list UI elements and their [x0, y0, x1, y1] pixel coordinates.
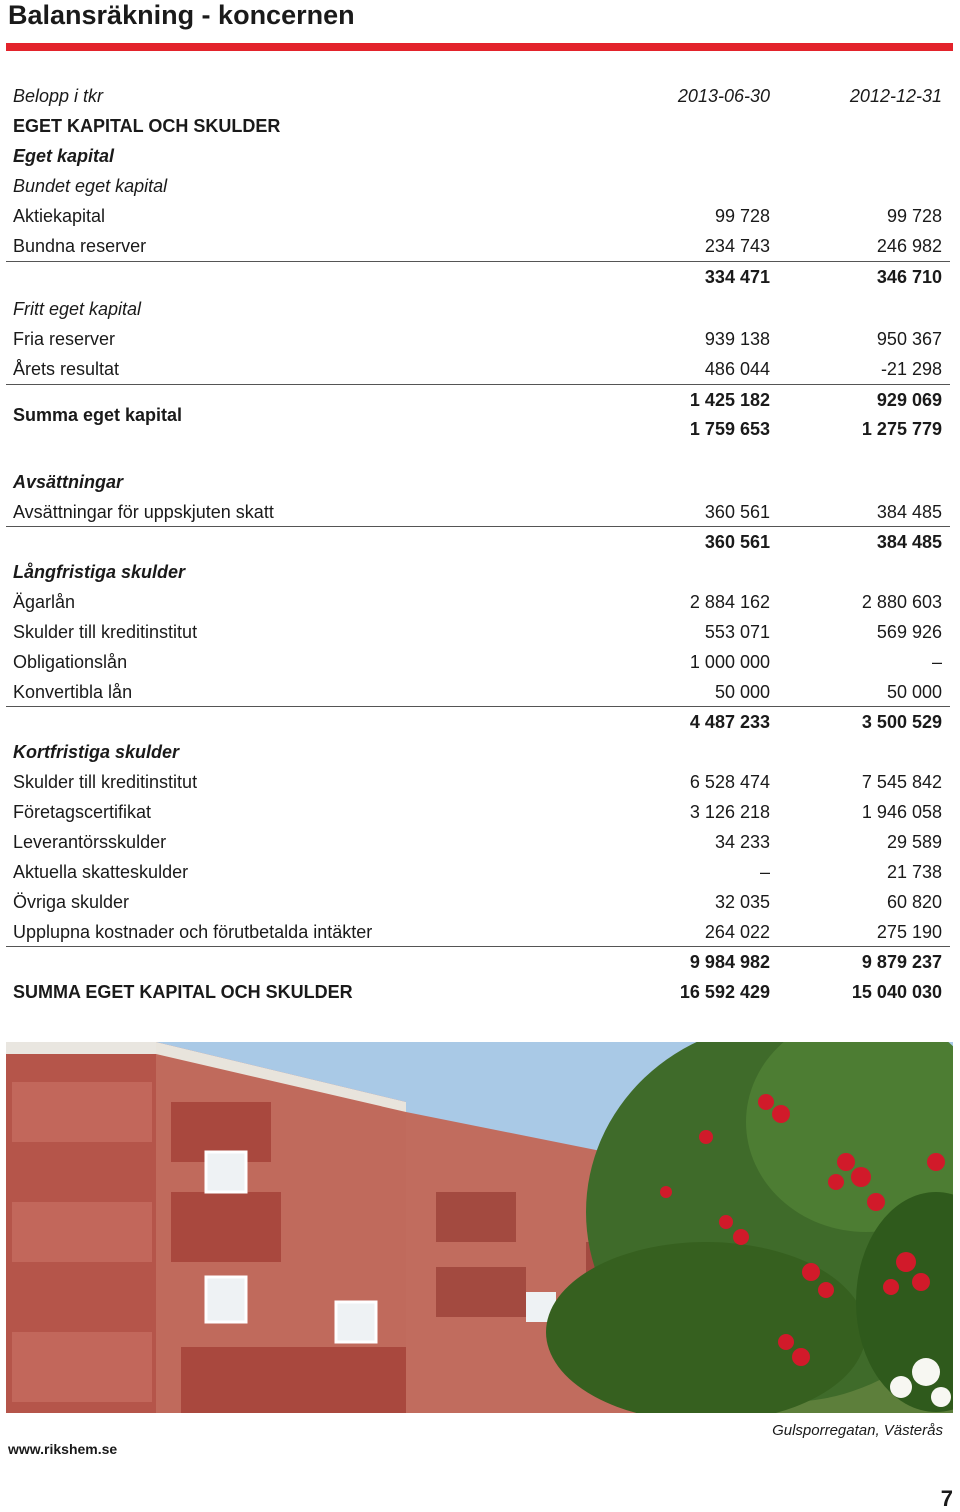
table-row	[6, 767, 950, 797]
value-2013: 32 035	[714, 892, 770, 912]
subtotal-2013: 360 561	[704, 532, 770, 552]
value-2012: –	[931, 652, 942, 672]
table-row	[6, 857, 950, 887]
value-2013: 939 138	[704, 329, 770, 349]
table-row	[6, 324, 950, 354]
table-header-row	[6, 81, 950, 111]
row-label: Avsättningar för uppskjuten skatt	[13, 502, 274, 522]
value-2013: 99 728	[714, 206, 770, 226]
value-2013: 3 126 218	[689, 802, 770, 822]
subtotal-row	[6, 261, 950, 291]
heading-avsattningar: Avsättningar	[13, 472, 124, 492]
row-label: Leverantörsskulder	[13, 832, 167, 852]
grand-total-label: SUMMA EGET KAPITAL OCH SKULDER	[13, 982, 353, 1002]
subtotal-2013: 4 487 233	[689, 712, 770, 732]
value-2012: 29 589	[886, 832, 942, 852]
table-row	[6, 201, 950, 231]
row-label: Aktuella skatteskulder	[13, 862, 189, 882]
heading-row	[6, 737, 950, 767]
subtotal-row	[6, 946, 950, 976]
table-row	[6, 827, 950, 857]
footer-website-url[interactable]: www.rikshem.se	[8, 1441, 118, 1457]
page-number: 7	[940, 1486, 953, 1511]
table-row	[6, 231, 950, 261]
table-row	[6, 587, 950, 617]
building-photo	[6, 1042, 953, 1413]
subtotal-2012: 9 879 237	[861, 952, 942, 972]
value-2012: 569 926	[876, 622, 942, 642]
row-label: Ägarlån	[13, 592, 76, 612]
subtotal-2012: 3 500 529	[861, 712, 942, 732]
value-2013: 1 000 000	[689, 652, 770, 672]
subtotal-2012: 384 485	[876, 532, 942, 552]
row-label: Skulder till kreditinstitut	[13, 772, 198, 792]
value-2013: 360 561	[704, 502, 770, 522]
subtotal-2013: 334 471	[704, 267, 770, 287]
photo-caption: Gulsporregatan, Västerås	[772, 1422, 943, 1439]
row-label: Övriga skulder	[13, 892, 130, 912]
subtotal-2012: 346 710	[876, 267, 942, 287]
total-row	[6, 414, 950, 444]
summa-eget-kapital-label: Summa eget kapital	[13, 405, 183, 425]
value-2012: 246 982	[876, 236, 942, 256]
value-2012: 50 000	[886, 682, 942, 702]
subtotal-2013: 1 425 182	[689, 390, 770, 410]
value-2012: 7 545 842	[861, 772, 942, 792]
subheading-bundet: Bundet eget kapital	[13, 176, 168, 196]
table-row	[6, 497, 950, 527]
value-2012: 2 880 603	[861, 592, 942, 612]
heading-eget-kapital: Eget kapital	[13, 146, 115, 166]
table-row	[6, 887, 950, 917]
heading-row	[6, 467, 950, 497]
table-row	[6, 647, 950, 677]
value-2013: 234 743	[704, 236, 770, 256]
value-2013: 50 000	[714, 682, 770, 702]
table-row	[6, 917, 950, 947]
row-label: Aktiekapital	[13, 206, 106, 226]
total-2012: 1 275 779	[861, 419, 942, 439]
subtotal-row	[6, 706, 950, 736]
table-row	[6, 617, 950, 647]
section-title: EGET KAPITAL OCH SKULDER	[13, 116, 281, 136]
row-label: Bundna reserver	[13, 236, 147, 256]
column-header-2012: 2012-12-31	[849, 86, 942, 106]
building-photo-illustration	[6, 1042, 953, 1413]
heading-langfristiga: Långfristiga skulder	[13, 562, 186, 582]
row-label: Skulder till kreditinstitut	[13, 622, 198, 642]
value-2013: –	[759, 862, 770, 882]
heading-row	[6, 141, 950, 171]
subheading-fritt: Fritt eget kapital	[13, 299, 142, 319]
value-2013: 34 233	[714, 832, 770, 852]
value-2012: 384 485	[876, 502, 942, 522]
table-row	[6, 354, 950, 384]
subtotal-2012: 929 069	[876, 390, 942, 410]
total-2013: 1 759 653	[689, 419, 770, 439]
value-2013: 486 044	[704, 359, 770, 379]
subheading-row	[6, 171, 950, 201]
value-2012: -21 298	[880, 359, 942, 379]
heading-kortfristiga: Kortfristiga skulder	[13, 742, 180, 762]
subheading-row	[6, 294, 950, 324]
value-2013: 2 884 162	[689, 592, 770, 612]
value-2013: 264 022	[704, 922, 770, 942]
row-label: Årets resultat	[13, 359, 120, 379]
table-row	[6, 797, 950, 827]
section-title-row	[6, 111, 950, 141]
value-2012: 99 728	[886, 206, 942, 226]
amount-unit-label: Belopp i tkr	[13, 86, 104, 106]
column-header-2013: 2013-06-30	[677, 86, 770, 106]
page-title: Balansräkning - koncernen	[8, 0, 355, 30]
heading-row	[6, 557, 950, 587]
value-2012: 60 820	[886, 892, 942, 912]
subtotal-row	[6, 526, 950, 556]
grand-total-2012: 15 040 030	[851, 982, 942, 1002]
row-label: Företagscertifikat	[13, 802, 152, 822]
value-2012: 950 367	[876, 329, 942, 349]
table-row	[6, 677, 950, 707]
header-accent-bar	[6, 43, 953, 51]
value-2012: 275 190	[876, 922, 942, 942]
value-2012: 21 738	[886, 862, 942, 882]
subtotal-2013: 9 984 982	[689, 952, 770, 972]
row-label: Fria reserver	[13, 329, 116, 349]
grand-total-row	[6, 977, 950, 1007]
row-label: Upplupna kostnader och förutbetalda intäkter	[13, 922, 373, 942]
value-2013: 553 071	[704, 622, 770, 642]
row-label: Konvertibla lån	[13, 682, 133, 702]
value-2012: 1 946 058	[861, 802, 942, 822]
row-label: Obligationslån	[13, 652, 128, 672]
value-2013: 6 528 474	[689, 772, 770, 792]
grand-total-2013: 16 592 429	[679, 982, 770, 1002]
